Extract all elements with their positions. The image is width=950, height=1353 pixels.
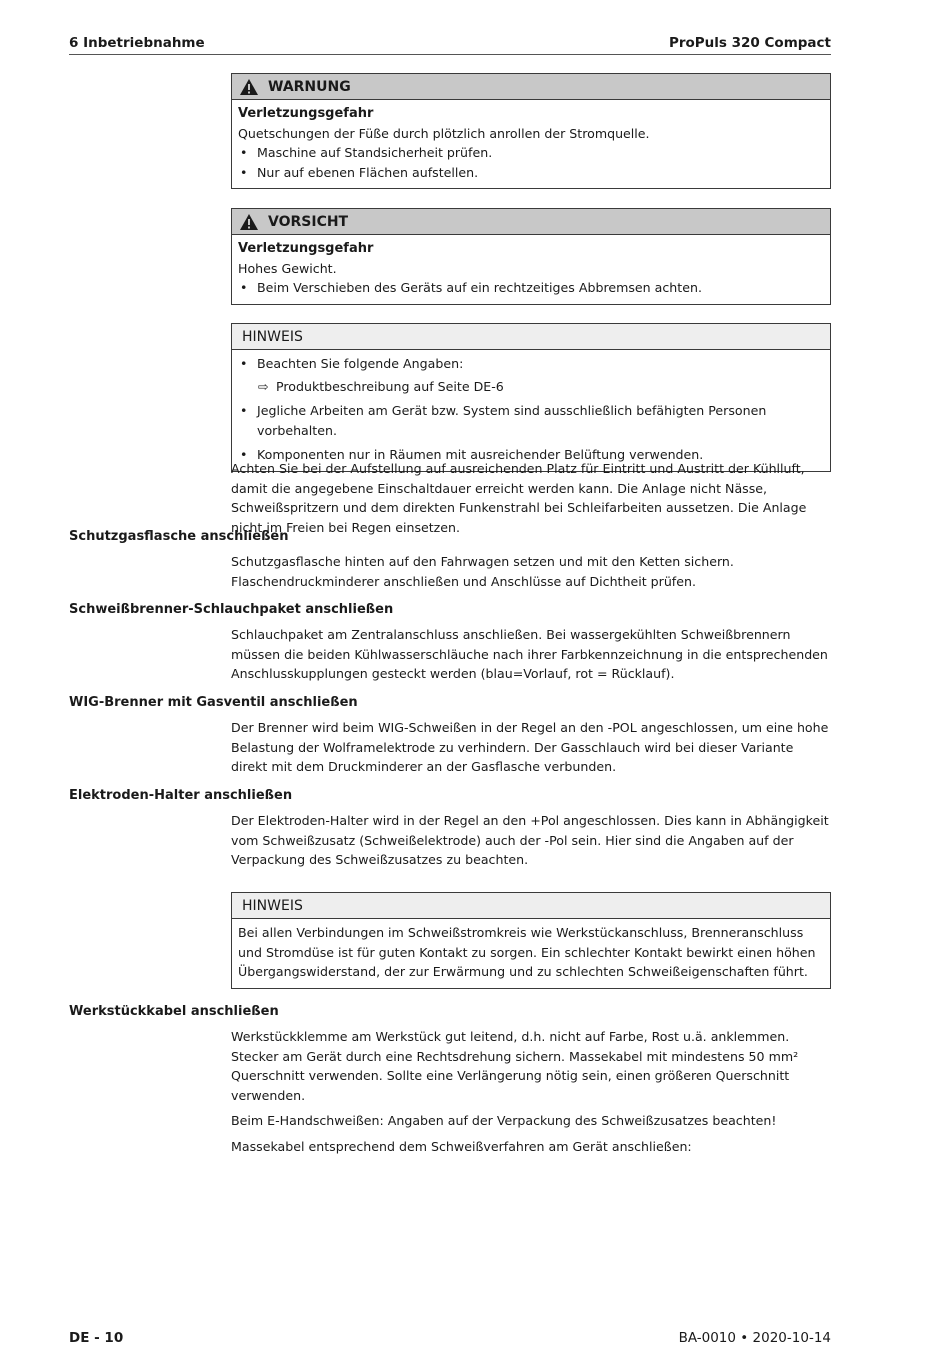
caution-bar (232, 209, 830, 235)
warning-box (231, 73, 831, 189)
notice-label: HINWEIS (242, 897, 303, 914)
arrow-right-icon: ⇨ (258, 378, 269, 394)
section-heading-gas: Schutzgasflasche anschließen (69, 529, 289, 544)
section-text-electrode: Der Elektroden-Halter wird in der Regel an den +Pol angeschlossen. Dies kann in Abhängigkeit vom Schweißzusatz (Schweißelektrode) auch der -Pol sein. Hier sind die Angaben auf der Verpackung des Schweißzusatzes zu beachten. (231, 813, 829, 867)
warning-triangle-icon (240, 79, 258, 95)
caution-subtitle: Verletzungsgefahr (238, 241, 374, 256)
warning-text: Quetschungen der Füße durch plötzlich anrollen der Stromquelle. (238, 125, 650, 141)
product-name: ProPuls 320 Compact (668, 35, 831, 51)
notice-label: HINWEIS (242, 328, 303, 345)
list-item: • Beim Verschieben des Geräts auf ein rechtzeitiges Abbremsen achten. (240, 280, 702, 295)
reference-link[interactable]: ⇨ Produktbeschreibung auf Seite DE-6 (238, 377, 824, 397)
section-heading-tig: WIG-Brenner mit Gasventil anschließen (69, 695, 358, 710)
chapter-title: 6 Inbetriebnahme (69, 35, 205, 51)
caution-label: VORSICHT (268, 213, 349, 230)
document-id: BA-0010 • 2020-10-14 (678, 1330, 831, 1346)
warning-triangle-icon (240, 214, 258, 230)
warning-subtitle: Verletzungsgefahr (238, 106, 374, 121)
notice-text: Bei allen Verbindungen im Schweißstromkreis wie Werkstückanschluss, Brenneranschluss und Stromdüse ist für guten Kontakt zu sorgen. Ein schlechter Kontakt bewirkt einen höhen Übergangswiderstand, der zur Erwärmung und zu schlechten Schweißeigenschaften führt. (238, 925, 816, 979)
notice-bar (232, 893, 830, 919)
page-header (69, 33, 831, 55)
caution-text: Hohes Gewicht. (238, 260, 337, 276)
caution-box (231, 208, 831, 305)
section-text-workpiece: Werkstückklemme am Werkstück gut leitend, d.h. nicht auf Farbe, Rost u.ä. anklemmen. Stecker am Gerät durch eine Rechtsdrehung sichern. Massekabel mit mindestens 50 mm² Querschnitt verwenden. Sollte eine Verlängerung nötig sein, einen größeren Querschnitt verwenden. Beim E-Handschweißen: Angaben auf der Verpackung des Schweißzusatzes beachten! Massekabel entsprechend dem Schweißverfahren am Gerät anschließen: (231, 1029, 799, 1154)
warning-label: WARNUNG (268, 78, 351, 95)
notice-box (231, 323, 831, 472)
section-text-tig: Der Brenner wird beim WIG-Schweißen in der Regel an den -POL angeschlossen, um eine hohe Belastung der Wolframelektrode zu verhindern. Der Gasschlauch wird bei dieser Variante direkt mit dem Druckminderer an der Gasflasche verbunden. (231, 720, 829, 774)
list-item: • Nur auf ebenen Flächen aufstellen. (240, 164, 479, 180)
warning-bar (232, 74, 830, 100)
section-heading-workpiece: Werkstückkabel anschließen (69, 1004, 279, 1019)
section-heading-torch: Schweißbrenner-Schlauchpaket anschließen (69, 602, 394, 617)
list-item: • Beachten Sie folgende Angaben: (240, 356, 464, 371)
list-item: • Jegliche Arbeiten am Gerät bzw. System sind ausschließlich befähigten Personen vorbehalten. (240, 403, 767, 438)
section-heading-electrode: Elektroden-Halter anschließen (69, 788, 293, 803)
section-text-torch: Schlauchpaket am Zentralanschluss anschließen. Bei wassergekühlten Schweißbrennern müssen die beiden Kühlwasserschläuche nach ihrer Farbkennzeichnung in die entsprechenden Anschlusskupplungen gesteckt werden (blau=Vorlauf, rot = Rücklauf). (231, 627, 828, 681)
notice-box-2 (231, 892, 831, 989)
notice-bar (232, 324, 830, 350)
section-text-gas: Schutzgasflasche hinten auf den Fahrwagen setzen und mit den Ketten sichern. Flaschendruckminderer anschließen und Anschlüsse auf Dichtheit prüfen. (231, 554, 734, 589)
intro-paragraph: Achten Sie bei der Aufstellung auf ausreichenden Platz für Eintritt und Austritt der Kühlluft, damit die angegebene Einschaltdauer erreicht werden kann. Die Anlage nicht Nässe, Schweißspritzern und dem direkten Funkenstrahl bei Schleifarbeiten aussetzen. Die Anlage nicht im Freien bei Regen einsetzen. (231, 461, 807, 535)
page-number: DE - 10 (69, 1330, 124, 1346)
list-item: • Maschine auf Standsicherheit prüfen. (240, 145, 493, 160)
list-item: • Komponenten nur in Räumen mit ausreichender Belüftung verwenden. (240, 447, 704, 462)
